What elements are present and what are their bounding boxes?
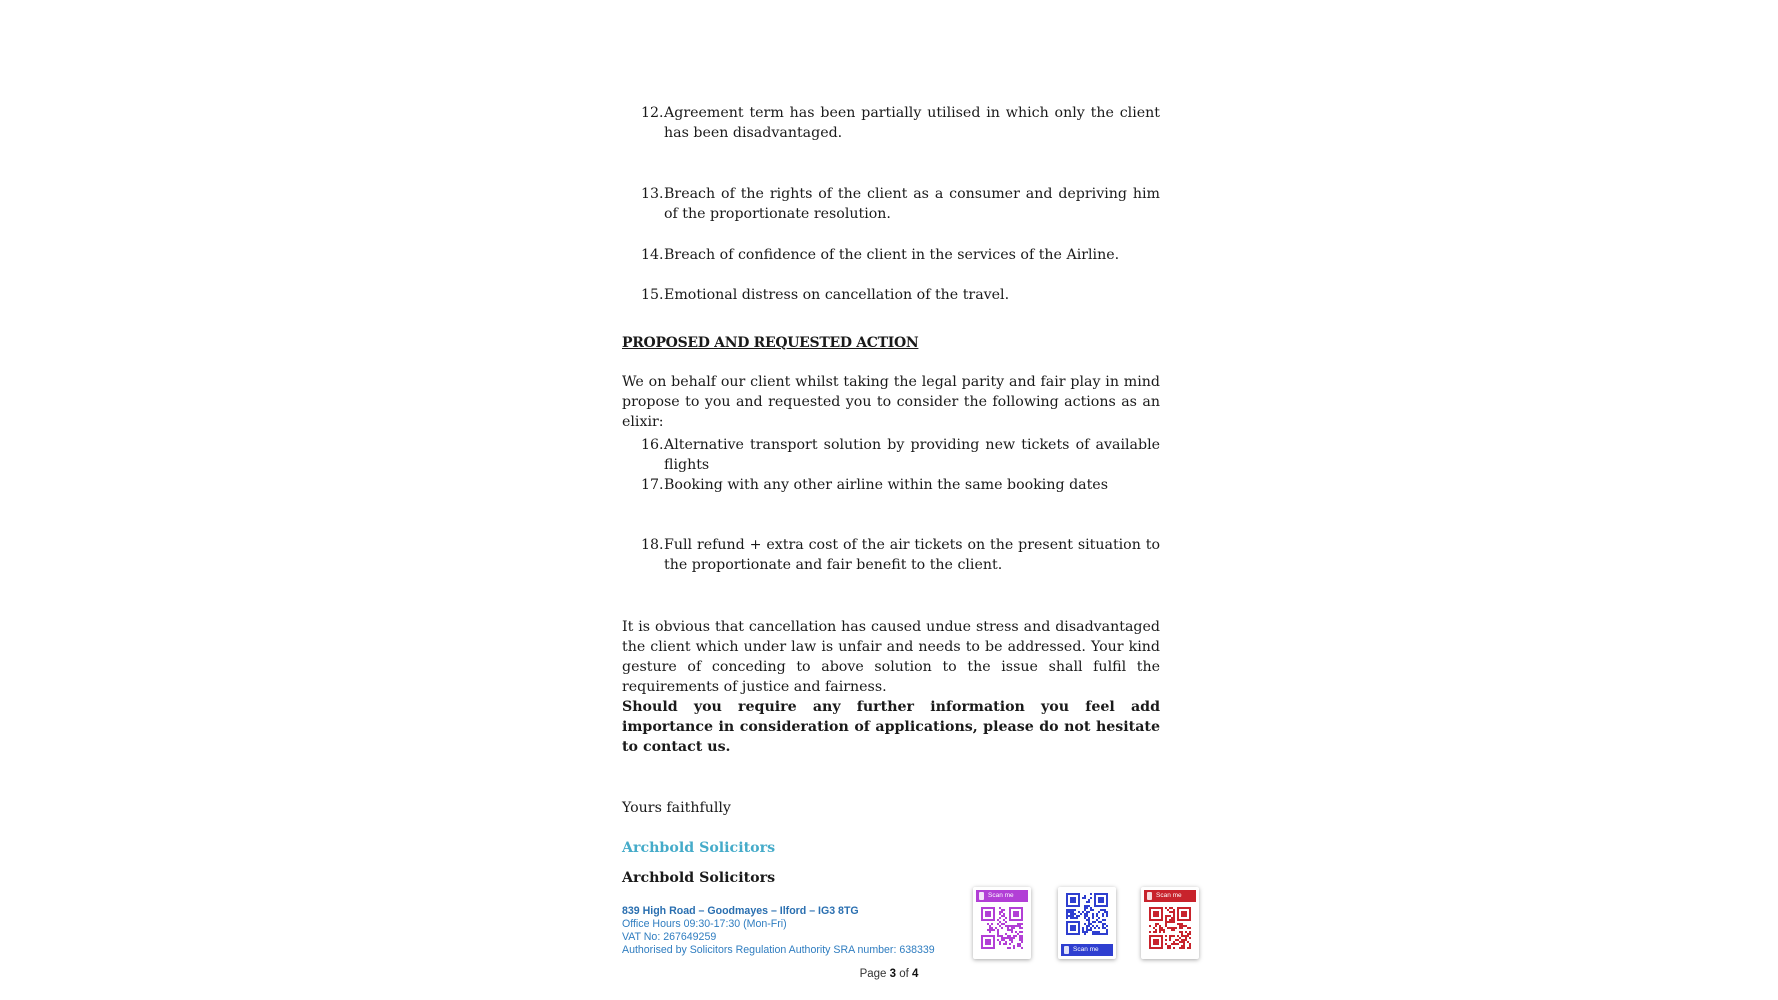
qr-code-card[interactable] <box>1058 887 1116 959</box>
closing-paragraph: It is obvious that cancellation has caused undue stress and disadvantaged the client which under law is unfair and needs to be addressed. Your kind gesture of conceding to above solution to the issue shall fulfil the requirements of justice and fairness. <box>622 619 1160 695</box>
section-heading: PROPOSED AND REQUESTED ACTION <box>622 335 919 351</box>
qr-scan-label: Scan me <box>1144 890 1196 902</box>
footer-office-hours: Office Hours 09:30-17:30 (Mon-Fri) <box>622 918 787 930</box>
list-item-number: 13. <box>641 186 664 202</box>
list-item-text: Emotional distress on cancellation of the travel. <box>664 287 1010 303</box>
intro-paragraph: We on behalf our client whilst taking the legal parity and fair play in mind propose to you and requested you to consider the following actions as an elixir: <box>622 374 1160 430</box>
qr-code-icon <box>1066 893 1108 935</box>
list-item-text: Booking with any other airline within the same booking dates <box>664 477 1108 493</box>
page-number-total: 4 <box>912 968 919 980</box>
qr-code-icon <box>981 907 1023 949</box>
footer-sra: Authorised by Solicitors Regulation Authority SRA number: 638339 <box>622 944 935 956</box>
list-item <box>641 103 1160 143</box>
qr-code-card[interactable] <box>973 887 1031 959</box>
list-item <box>641 435 1160 475</box>
list-item <box>641 285 1160 305</box>
list-item <box>641 184 1160 224</box>
list-item-text: Full refund + extra cost of the air tickets on the present situation to the proportionate and fair benefit to the client. <box>664 537 1160 573</box>
list-item-text: Agreement term has been partially utilised in which only the client has been disadvantaged. <box>664 105 1160 141</box>
page-number-current: 3 <box>889 968 897 980</box>
sign-off: Yours faithfully <box>622 800 731 816</box>
list-item <box>641 475 1160 495</box>
page-number-prefix: Page <box>859 968 887 980</box>
list-item-text: Breach of confidence of the client in the services of the Airline. <box>664 247 1120 263</box>
qr-code-card[interactable] <box>1141 887 1199 959</box>
page-number <box>0 968 1778 980</box>
signature: Archbold Solicitors <box>622 840 776 856</box>
footer-address: 839 High Road – Goodmayes – Ilford – IG3 8TG <box>622 905 859 917</box>
firm-name: Archbold Solicitors <box>622 870 776 886</box>
list-item-number: 18. <box>641 537 664 553</box>
list-item-text: Alternative transport solution by providing new tickets of available flights <box>664 437 1160 473</box>
list-item-number: 17. <box>641 477 664 493</box>
list-item <box>641 535 1160 575</box>
list-item-number: 12. <box>641 105 664 121</box>
qr-scan-label: Scan me <box>976 890 1028 902</box>
footer-vat: VAT No: 267649259 <box>622 931 717 943</box>
list-item-number: 14. <box>641 247 664 263</box>
footer-contact <box>622 905 962 957</box>
list-item <box>641 245 1160 265</box>
list-item-number: 16. <box>641 437 664 453</box>
list-item-number: 15. <box>641 287 664 303</box>
contact-paragraph: Should you require any further information you feel add importance in consideration of applications, please do not hesitate to contact us. <box>622 699 1160 755</box>
list-item-text: Breach of the rights of the client as a consumer and depriving him of the proportionate resolution. <box>664 186 1160 222</box>
page-number-of: of <box>899 968 909 980</box>
qr-scan-label: Scan me <box>1061 944 1113 956</box>
qr-code-icon <box>1149 907 1191 949</box>
